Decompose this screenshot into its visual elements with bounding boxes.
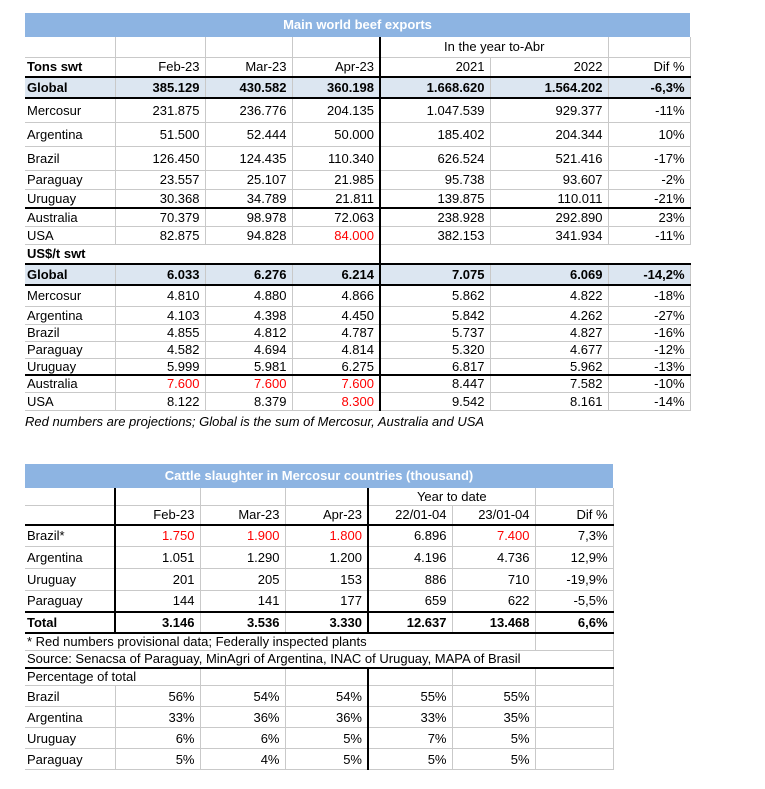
section-label-usd: US$/t swt [27, 246, 86, 262]
value-cell: 5% [285, 749, 368, 770]
column-header: 2021 [380, 57, 490, 77]
value-cell [25, 488, 115, 506]
value-cell: 51.500 [115, 122, 205, 146]
value-cell: 5.862 [380, 285, 490, 306]
value-cell: 153 [285, 569, 368, 591]
column-header: Mar-23 [205, 57, 292, 77]
row-label: Uruguay [25, 569, 115, 591]
row-label: Uruguay [25, 728, 115, 749]
value-cell: 5.320 [380, 341, 490, 358]
value-cell: 929.377 [490, 98, 608, 122]
value-cell: 6% [115, 728, 200, 749]
value-cell: 35% [452, 707, 535, 728]
value-cell: 292.890 [490, 208, 608, 226]
value-cell: 55% [452, 686, 535, 707]
value-cell: 204.344 [490, 122, 608, 146]
table-row-uruguay [25, 728, 613, 749]
table-row-argentina [25, 306, 690, 324]
table-row-argentina [25, 122, 690, 146]
value-cell: 54% [200, 686, 285, 707]
value-cell: 12.637 [368, 612, 452, 633]
row-label: Paraguay [25, 591, 115, 612]
value-cell: 36% [200, 707, 285, 728]
column-header: 23/01-04 [452, 506, 535, 525]
row-label: Paraguay [25, 341, 115, 358]
cattle-source-note: Source: Senacsa of Paraguay, MinAgri of Argentina, INAC of Uruguay, MAPA of Brasil [25, 651, 613, 668]
value-cell: 4.450 [292, 306, 380, 324]
value-cell [115, 488, 200, 506]
percentage-of-total-row [25, 668, 613, 686]
value-cell: 54% [285, 686, 368, 707]
table-row-total [25, 612, 613, 633]
value-cell: 4% [200, 749, 285, 770]
row-label: USA [25, 226, 115, 244]
value-cell: 4.814 [292, 341, 380, 358]
value-cell: -18% [608, 285, 690, 306]
percentage-label: Percentage of total [25, 668, 200, 686]
value-cell: 110.340 [292, 146, 380, 170]
value-cell: 622 [452, 591, 535, 612]
table-row-mercosur [25, 285, 690, 306]
value-cell [115, 37, 205, 57]
value-cell: 23.557 [115, 170, 205, 189]
cattle-provisional-note: * Red numbers provisional data; Federally inspected plants [25, 633, 535, 651]
value-cell: 5.842 [380, 306, 490, 324]
value-cell: 10% [608, 122, 690, 146]
value-cell: 5% [115, 749, 200, 770]
value-cell: 9.542 [380, 392, 490, 410]
value-cell: 7.075 [380, 264, 490, 285]
value-cell [535, 488, 613, 506]
value-cell: 1.290 [200, 547, 285, 569]
column-header: 22/01-04 [368, 506, 452, 525]
cattle-provisional-note-row [25, 633, 613, 651]
value-cell: 204.135 [292, 98, 380, 122]
value-cell: 8.447 [380, 375, 490, 392]
value-cell [452, 668, 535, 686]
value-cell: 124.435 [205, 146, 292, 170]
value-cell: 141 [200, 591, 285, 612]
value-cell [200, 668, 285, 686]
row-label: Global [25, 264, 115, 285]
value-cell [535, 749, 613, 770]
value-cell [292, 37, 380, 57]
value-cell: 52.444 [205, 122, 292, 146]
value-cell: 6.033 [115, 264, 205, 285]
value-cell: 21.985 [292, 170, 380, 189]
cattle-header-row [25, 506, 613, 525]
row-label: USA [25, 392, 115, 410]
value-cell: 5.962 [490, 358, 608, 375]
row-label: Uruguay [25, 358, 115, 375]
value-cell [205, 37, 292, 57]
value-cell: 886 [368, 569, 452, 591]
value-cell: 710 [452, 569, 535, 591]
value-cell: -19,9% [535, 569, 613, 591]
value-cell: 70.379 [115, 208, 205, 226]
table-row-brazil [25, 324, 690, 341]
row-label: Australia [25, 208, 115, 226]
row-label: Brazil* [25, 525, 115, 547]
value-cell: 7.600 [292, 375, 380, 392]
value-cell [535, 633, 613, 651]
value-cell: 382.153 [380, 226, 490, 244]
value-cell: 201 [115, 569, 200, 591]
value-cell [285, 668, 368, 686]
beef-header-row [25, 57, 690, 77]
row-label: Argentina [25, 547, 115, 569]
value-cell: -16% [608, 324, 690, 341]
cattle-slaughter-title-banner: Cattle slaughter in Mercosur countries (thousand) [25, 464, 613, 488]
column-header: Apr-23 [285, 506, 368, 525]
value-cell: 4.787 [292, 324, 380, 341]
cattle-span-row [25, 488, 613, 506]
value-cell: -21% [608, 189, 690, 208]
value-cell: 12,9% [535, 547, 613, 569]
value-cell: -14% [608, 392, 690, 410]
value-cell: 50.000 [292, 122, 380, 146]
value-cell: 7.600 [205, 375, 292, 392]
value-cell: 21.811 [292, 189, 380, 208]
value-cell: 1.668.620 [380, 77, 490, 98]
column-header: Dif % [535, 506, 613, 525]
row-label: Brazil [25, 146, 115, 170]
value-cell: 4.196 [368, 547, 452, 569]
beef-span-row [25, 37, 690, 57]
value-cell: 430.582 [205, 77, 292, 98]
table-row-australia [25, 208, 690, 226]
value-cell: 7.400 [452, 525, 535, 547]
value-cell [205, 244, 292, 264]
value-cell: 177 [285, 591, 368, 612]
value-cell: 30.368 [115, 189, 205, 208]
value-cell: 7,3% [535, 525, 613, 547]
value-cell: 5% [368, 749, 452, 770]
value-cell: -12% [608, 341, 690, 358]
row-label: Argentina [25, 306, 115, 324]
value-cell: 341.934 [490, 226, 608, 244]
cattle-span-header: Year to date [368, 488, 535, 506]
value-cell: 4.810 [115, 285, 205, 306]
value-cell [535, 728, 613, 749]
value-cell: 5% [452, 749, 535, 770]
table-row-global [25, 77, 690, 98]
value-cell: 659 [368, 591, 452, 612]
table-row-mercosur [25, 98, 690, 122]
value-cell: 98.978 [205, 208, 292, 226]
table-row-paraguay [25, 591, 613, 612]
value-cell: 1.750 [115, 525, 200, 547]
column-header: 2022 [490, 57, 608, 77]
value-cell: 4.866 [292, 285, 380, 306]
value-cell: 360.198 [292, 77, 380, 98]
value-cell: 110.011 [490, 189, 608, 208]
value-cell: 5% [285, 728, 368, 749]
value-cell: 3.330 [285, 612, 368, 633]
value-cell [608, 244, 690, 264]
value-cell: 126.450 [115, 146, 205, 170]
value-cell: 25.107 [205, 170, 292, 189]
value-cell [535, 668, 613, 686]
value-cell: 4.262 [490, 306, 608, 324]
value-cell: 8.379 [205, 392, 292, 410]
value-cell: 4.582 [115, 341, 205, 358]
value-cell: 4.103 [115, 306, 205, 324]
value-cell: 34.789 [205, 189, 292, 208]
value-cell: 6.817 [380, 358, 490, 375]
table-row-paraguay [25, 749, 613, 770]
value-cell: -2% [608, 170, 690, 189]
value-cell: 3.536 [200, 612, 285, 633]
cattle-slaughter-table [25, 488, 614, 771]
value-cell [368, 668, 452, 686]
table-row-brazil [25, 525, 613, 547]
value-cell: 95.738 [380, 170, 490, 189]
value-cell: -11% [608, 98, 690, 122]
value-cell: 205 [200, 569, 285, 591]
value-cell: 72.063 [292, 208, 380, 226]
row-label: Australia [25, 375, 115, 392]
value-cell: -10% [608, 375, 690, 392]
value-cell [25, 506, 115, 525]
value-cell: 33% [115, 707, 200, 728]
value-cell: 185.402 [380, 122, 490, 146]
table-row-australia [25, 375, 690, 392]
value-cell: 55% [368, 686, 452, 707]
table-row-brazil [25, 146, 690, 170]
beef-usd-label-row [25, 244, 690, 264]
value-cell: 1.900 [200, 525, 285, 547]
value-cell: -13% [608, 358, 690, 375]
beef-span-header: In the year to-Abr [380, 37, 608, 57]
value-cell [535, 707, 613, 728]
beef-exports-table [25, 37, 691, 411]
value-cell: 94.828 [205, 226, 292, 244]
value-cell: 93.607 [490, 170, 608, 189]
section-label-tons: Tons swt [25, 57, 115, 77]
value-cell [535, 686, 613, 707]
column-header: Feb-23 [115, 506, 200, 525]
value-cell: 6.069 [490, 264, 608, 285]
value-cell: 4.736 [452, 547, 535, 569]
row-label: Argentina [25, 707, 115, 728]
row-label: Paraguay [25, 170, 115, 189]
value-cell: -14,2% [608, 264, 690, 285]
value-cell: 231.875 [115, 98, 205, 122]
value-cell: 521.416 [490, 146, 608, 170]
value-cell: -17% [608, 146, 690, 170]
value-cell [608, 37, 690, 57]
value-cell: 82.875 [115, 226, 205, 244]
value-cell: 1.051 [115, 547, 200, 569]
table-row-argentina [25, 707, 613, 728]
column-header: Apr-23 [292, 57, 380, 77]
value-cell: 6.214 [292, 264, 380, 285]
value-cell: 1.564.202 [490, 77, 608, 98]
value-cell: -11% [608, 226, 690, 244]
value-cell: 4.827 [490, 324, 608, 341]
value-cell [380, 244, 490, 264]
value-cell: 6.896 [368, 525, 452, 547]
row-label: Mercosur [25, 285, 115, 306]
value-cell: -27% [608, 306, 690, 324]
value-cell: 36% [285, 707, 368, 728]
table-row-paraguay [25, 170, 690, 189]
value-cell: 56% [115, 686, 200, 707]
table-row-global [25, 264, 690, 285]
table-row-paraguay [25, 341, 690, 358]
value-cell: 5.737 [380, 324, 490, 341]
beef-exports-title-banner: Main world beef exports [25, 13, 690, 37]
value-cell: 4.855 [115, 324, 205, 341]
table-row-brazil [25, 686, 613, 707]
value-cell: 8.300 [292, 392, 380, 410]
row-label: Uruguay [25, 189, 115, 208]
value-cell: 84.000 [292, 226, 380, 244]
value-cell: 238.928 [380, 208, 490, 226]
table-row-uruguay [25, 189, 690, 208]
value-cell: 13.468 [452, 612, 535, 633]
value-cell: 7% [368, 728, 452, 749]
value-cell: 7.582 [490, 375, 608, 392]
row-label: Brazil [25, 324, 115, 341]
table-row-uruguay [25, 569, 613, 591]
value-cell: 1.047.539 [380, 98, 490, 122]
row-label: Argentina [25, 122, 115, 146]
row-label: Brazil [25, 686, 115, 707]
value-cell: 33% [368, 707, 452, 728]
value-cell: 8.161 [490, 392, 608, 410]
column-header: Dif % [608, 57, 690, 77]
value-cell: 139.875 [380, 189, 490, 208]
value-cell: 5.999 [115, 358, 205, 375]
value-cell: 7.600 [115, 375, 205, 392]
value-cell [490, 244, 608, 264]
value-cell: 4.812 [205, 324, 292, 341]
spacer [25, 432, 765, 464]
row-label: Total [25, 612, 115, 633]
value-cell: 6% [200, 728, 285, 749]
value-cell: 8.122 [115, 392, 205, 410]
value-cell [285, 488, 368, 506]
value-cell: -5,5% [535, 591, 613, 612]
value-cell: -6,3% [608, 77, 690, 98]
value-cell: 6,6% [535, 612, 613, 633]
value-cell: 5.981 [205, 358, 292, 375]
row-label: Global [25, 77, 115, 98]
value-cell: 144 [115, 591, 200, 612]
value-cell: 6.276 [205, 264, 292, 285]
row-label: Paraguay [25, 749, 115, 770]
value-cell: 4.880 [205, 285, 292, 306]
table-row-usa [25, 392, 690, 410]
value-cell: 5% [452, 728, 535, 749]
value-cell: 4.694 [205, 341, 292, 358]
table-row-usa [25, 226, 690, 244]
value-cell [25, 37, 115, 57]
beef-exports-footnote: Red numbers are projections; Global is the sum of Mercosur, Australia and USA [25, 413, 485, 429]
table-row-uruguay [25, 358, 690, 375]
value-cell [115, 244, 205, 264]
value-cell: 6.275 [292, 358, 380, 375]
value-cell: 1.200 [285, 547, 368, 569]
value-cell [292, 244, 380, 264]
value-cell: 626.524 [380, 146, 490, 170]
value-cell [200, 488, 285, 506]
value-cell: 236.776 [205, 98, 292, 122]
value-cell: 4.677 [490, 341, 608, 358]
row-label: Mercosur [25, 98, 115, 122]
column-header: Mar-23 [200, 506, 285, 525]
value-cell: 1.800 [285, 525, 368, 547]
column-header: Feb-23 [115, 57, 205, 77]
value-cell: 3.146 [115, 612, 200, 633]
cattle-source-note-row [25, 651, 613, 668]
value-cell: 385.129 [115, 77, 205, 98]
table-row-argentina [25, 547, 613, 569]
value-cell: 23% [608, 208, 690, 226]
value-cell: 4.822 [490, 285, 608, 306]
value-cell: 4.398 [205, 306, 292, 324]
